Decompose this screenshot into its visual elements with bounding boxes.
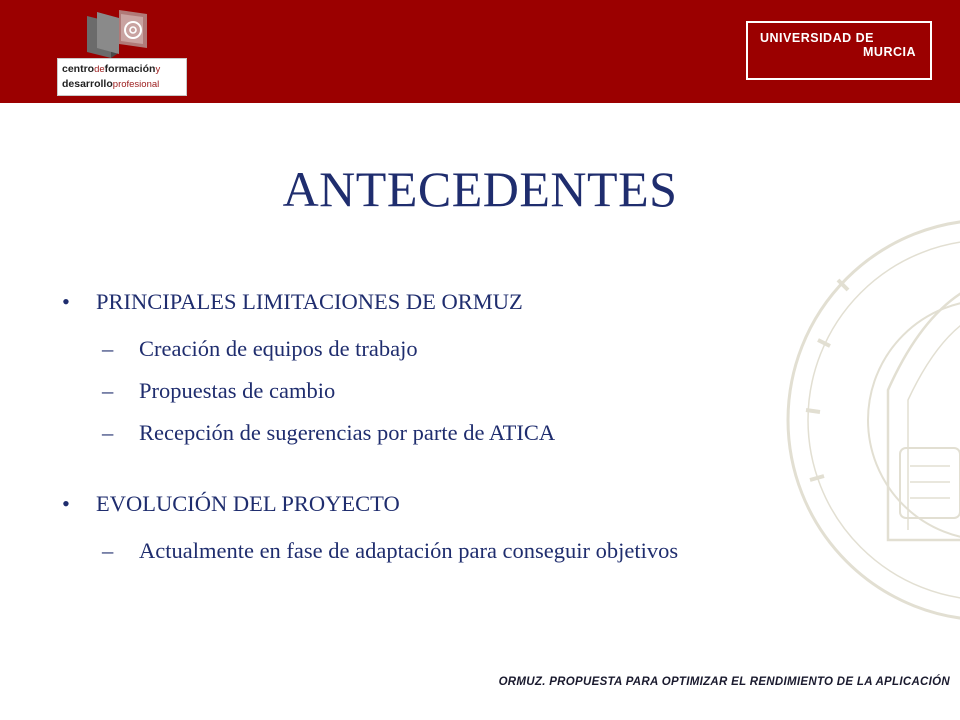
logo-line-1: centrodeformacióny — [62, 63, 161, 75]
sub-dash: – — [102, 538, 114, 563]
books-at-logo-icon — [83, 8, 159, 60]
sub-item-text: Actualmente en fase de adaptación para conseguir objetivos — [139, 538, 679, 563]
bullet-item — [62, 286, 942, 318]
bullet-dot: • — [62, 289, 70, 314]
sub-item — [62, 412, 942, 454]
slide-title: ANTECEDENTES — [282, 161, 678, 217]
university-name-line1: UNIVERSIDAD DE — [760, 31, 874, 45]
sub-item-text: Creación de equipos de trabajo — [139, 336, 418, 361]
bullet-dot: • — [62, 491, 70, 516]
sub-item — [62, 530, 942, 572]
sub-dash: – — [102, 378, 114, 403]
centro-formacion-logo — [57, 8, 187, 90]
sub-item — [62, 370, 942, 412]
sub-dash: – — [102, 336, 114, 361]
logo-text-plate — [57, 58, 187, 96]
sub-item-text: Propuestas de cambio — [139, 378, 336, 403]
sub-item — [62, 328, 942, 370]
sub-item-text: Recepción de sugerencias por parte de ATICA — [139, 420, 556, 445]
universidad-murcia-logo — [746, 21, 932, 80]
slide-content — [62, 286, 942, 572]
logo-line-2: desarrolloprofesional — [62, 78, 160, 90]
bullet-text: PRINCIPALES LIMITACIONES DE ORMUZ — [96, 289, 523, 314]
bullet-item — [62, 488, 942, 520]
bullet-text: EVOLUCIÓN DEL PROYECTO — [96, 491, 400, 516]
sub-dash: – — [102, 420, 114, 445]
footer-caption: ORMUZ. PROPUESTA PARA OPTIMIZAR EL RENDIMIENTO DE LA APLICACIÓN — [498, 676, 950, 688]
header-bar — [0, 0, 960, 103]
university-name-line2: MURCIA — [863, 45, 916, 59]
